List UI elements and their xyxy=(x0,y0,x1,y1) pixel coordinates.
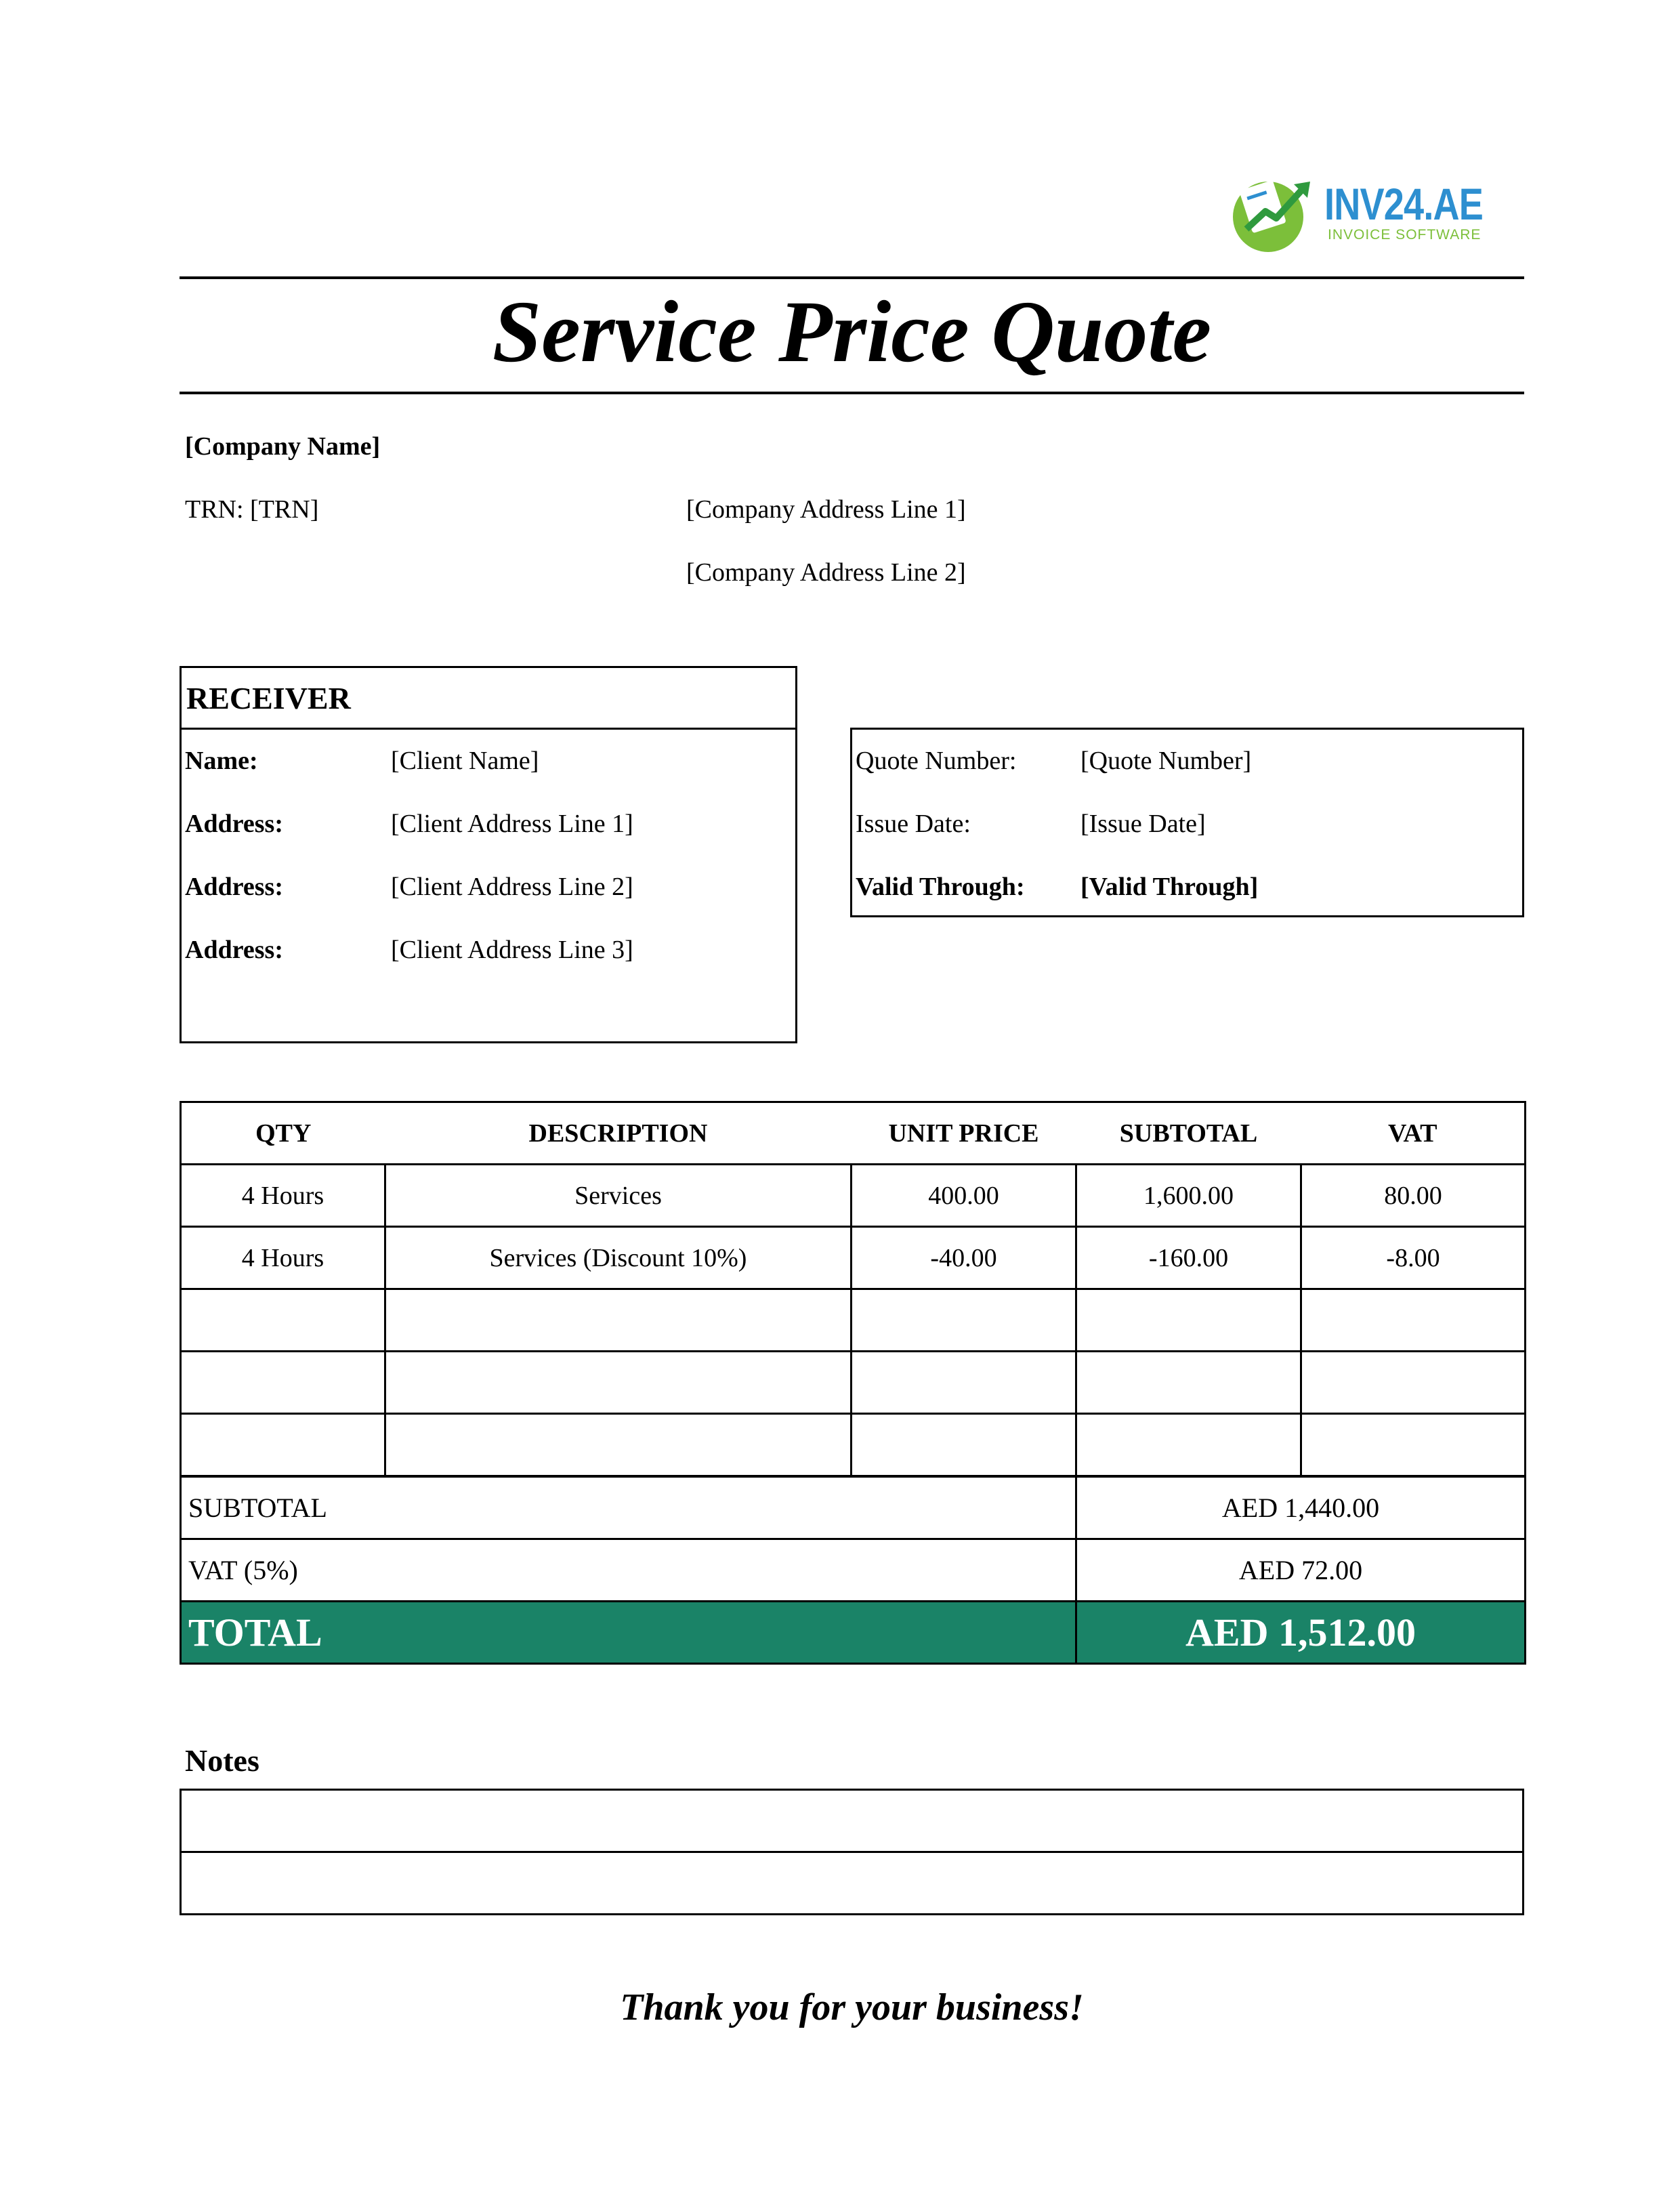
cell-description xyxy=(385,1352,852,1414)
logo-brand: INV24.AE xyxy=(1324,179,1484,229)
receiver-name-label: Name: xyxy=(185,747,258,775)
header-description: DESCRIPTION xyxy=(385,1102,852,1165)
receiver-name-value: [Client Name] xyxy=(391,747,539,775)
issue-date-label: Issue Date: xyxy=(856,810,971,838)
table-row xyxy=(181,1289,1526,1352)
cell-vat: -8.00 xyxy=(1301,1227,1526,1289)
cell-subtotal xyxy=(1076,1414,1301,1476)
notes-label: Notes xyxy=(185,1743,259,1778)
cell-subtotal xyxy=(1076,1352,1301,1414)
cell-unit-price xyxy=(852,1289,1076,1352)
valid-through-value: [Valid Through] xyxy=(1080,873,1259,901)
cell-vat: 80.00 xyxy=(1301,1165,1526,1227)
receiver-address-2-value: [Client Address Line 2] xyxy=(391,873,633,901)
table-row xyxy=(181,1352,1526,1414)
notes-table xyxy=(180,1789,1524,1915)
table-row xyxy=(181,1414,1526,1476)
quote-number-label: Quote Number: xyxy=(856,747,1017,775)
receiver-address-3-value: [Client Address Line 3] xyxy=(391,936,633,964)
title-top-rule xyxy=(180,276,1524,279)
cell-vat xyxy=(1301,1289,1526,1352)
header-subtotal: SUBTOTAL xyxy=(1076,1102,1301,1165)
vat-value: AED 72.00 xyxy=(1076,1539,1526,1602)
notes-line[interactable] xyxy=(181,1852,1524,1915)
cell-unit-price xyxy=(852,1414,1076,1476)
cell-description xyxy=(385,1414,852,1476)
header-unit-price: UNIT PRICE xyxy=(852,1102,1076,1165)
header-qty: QTY xyxy=(181,1102,385,1165)
cell-unit-price: 400.00 xyxy=(852,1165,1076,1227)
cell-unit-price xyxy=(852,1352,1076,1414)
vat-label: VAT (5%) xyxy=(181,1539,1076,1602)
cell-description xyxy=(385,1289,852,1352)
valid-through-label: Valid Through: xyxy=(856,873,1025,901)
cell-unit-price: -40.00 xyxy=(852,1227,1076,1289)
thank-you-message: Thank you for your business! xyxy=(620,1986,1084,2028)
items-header-row xyxy=(181,1102,1526,1165)
cell-qty xyxy=(181,1352,385,1414)
total-label: TOTAL xyxy=(181,1602,1076,1664)
receiver-divider xyxy=(180,728,797,730)
table-row xyxy=(181,1227,1526,1289)
total-value: AED 1,512.00 xyxy=(1076,1602,1526,1664)
cell-subtotal: 1,600.00 xyxy=(1076,1165,1301,1227)
cell-subtotal xyxy=(1076,1289,1301,1352)
notes-line[interactable] xyxy=(181,1790,1524,1852)
company-address-line-1: [Company Address Line 1] xyxy=(686,495,966,524)
table-row xyxy=(181,1165,1526,1227)
title-bottom-rule xyxy=(180,392,1524,394)
logo xyxy=(1226,169,1490,257)
cell-qty xyxy=(181,1289,385,1352)
receiver-heading: RECEIVER xyxy=(186,681,351,715)
vat-row xyxy=(181,1539,1526,1602)
receiver-address-3-label: Address: xyxy=(185,936,283,964)
company-trn: TRN: [TRN] xyxy=(185,495,319,524)
cell-vat xyxy=(1301,1352,1526,1414)
logo-chart-icon xyxy=(1226,169,1321,257)
logo-tagline: INVOICE SOFTWARE xyxy=(1328,227,1482,243)
cell-vat xyxy=(1301,1414,1526,1476)
receiver-address-2-label: Address: xyxy=(185,873,283,901)
subtotal-value: AED 1,440.00 xyxy=(1076,1477,1526,1539)
totals-table xyxy=(180,1476,1526,1665)
company-name: [Company Name] xyxy=(185,432,381,461)
cell-description: Services xyxy=(385,1165,852,1227)
receiver-address-1-label: Address: xyxy=(185,810,283,838)
total-row xyxy=(181,1602,1526,1664)
cell-qty: 4 Hours xyxy=(181,1165,385,1227)
cell-qty: 4 Hours xyxy=(181,1227,385,1289)
cell-subtotal: -160.00 xyxy=(1076,1227,1301,1289)
issue-date-value: [Issue Date] xyxy=(1080,810,1206,838)
header-vat: VAT xyxy=(1301,1102,1526,1165)
cell-qty xyxy=(181,1414,385,1476)
cell-description: Services (Discount 10%) xyxy=(385,1227,852,1289)
page-title: Service Price Quote xyxy=(492,283,1212,381)
company-address-line-2: [Company Address Line 2] xyxy=(686,558,966,587)
items-table xyxy=(180,1101,1526,1477)
receiver-box xyxy=(180,666,797,1043)
receiver-address-1-value: [Client Address Line 1] xyxy=(391,810,633,838)
subtotal-label: SUBTOTAL xyxy=(181,1477,1076,1539)
quote-number-value: [Quote Number] xyxy=(1080,747,1252,775)
subtotal-row xyxy=(181,1477,1526,1539)
